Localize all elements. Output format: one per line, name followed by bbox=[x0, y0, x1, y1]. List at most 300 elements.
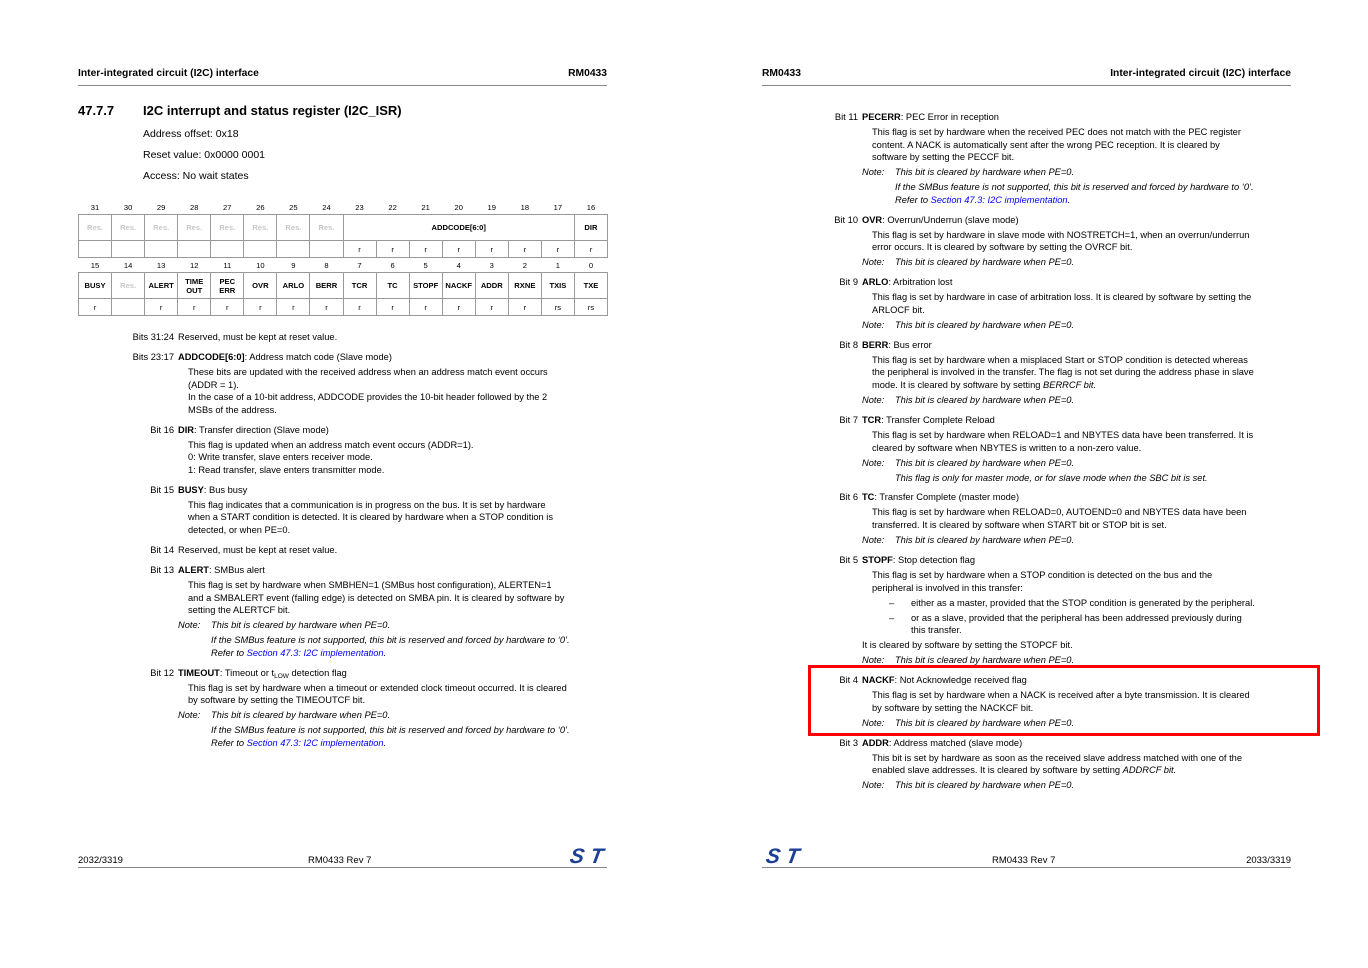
bit-title bbox=[0, 484, 684, 497]
section-link[interactable]: Section 47.3: I2C implementation bbox=[246, 647, 384, 658]
line-text: and a SMBALERT event (falling edge) is detected on SMBA pin. It is cleared by software by bbox=[188, 592, 565, 603]
text-line bbox=[684, 702, 1368, 715]
access-type-cell: r bbox=[541, 241, 574, 258]
field-cell: BERR bbox=[310, 273, 343, 299]
access-type-cell: rs bbox=[541, 299, 574, 316]
bit-description bbox=[684, 339, 1368, 407]
bit-number-cell: 16 bbox=[586, 202, 596, 212]
bit-field-desc: : Transfer Complete Reload bbox=[881, 414, 995, 425]
bit-field-name: NACKF bbox=[862, 675, 895, 686]
bit-field-desc: : Overrun/Underrun (slave mode) bbox=[882, 214, 1019, 225]
access-type-cell bbox=[178, 241, 211, 258]
bit-number-cell: 8 bbox=[324, 260, 329, 270]
bit-description bbox=[684, 737, 1368, 792]
access-type-cell bbox=[112, 241, 145, 258]
line-text: this transfer. bbox=[911, 625, 962, 636]
line-text: peripheral is involved in this transfer: bbox=[872, 582, 1023, 593]
bit-field-name: ADDCODE[6:0] bbox=[178, 351, 245, 362]
bit-field-name: STOPF bbox=[862, 555, 893, 566]
access-type-cell: r bbox=[442, 241, 475, 258]
bit-description bbox=[684, 414, 1368, 484]
bit-field-name: ARLO bbox=[862, 277, 889, 288]
line-text: This flag is set by hardware when RELOAD=1 and NBYTES data have been transferred. It is bbox=[872, 429, 1254, 440]
bit-number-cell: 27 bbox=[223, 202, 232, 212]
field-cell: TIME OUT bbox=[178, 273, 211, 299]
bit-field-desc: Reserved, must be kept at reset value. bbox=[178, 545, 338, 556]
text-line bbox=[0, 604, 684, 617]
bit-field-desc: : PEC Error in reception bbox=[900, 112, 999, 122]
text-line bbox=[684, 291, 1368, 304]
line-text: This bit is cleared by hardware when PE=0. bbox=[895, 319, 1075, 330]
bit-field-desc: : Bus error bbox=[888, 339, 932, 350]
bit-label: Bit 5 bbox=[839, 555, 858, 566]
line-text: setting the ALERTCF bit. bbox=[188, 605, 291, 616]
text-line bbox=[0, 451, 684, 464]
footer-doc: RM0433 Rev 7 bbox=[992, 855, 1056, 866]
bit-title bbox=[684, 111, 1368, 124]
bit-number-cell: 23 bbox=[355, 202, 364, 212]
field-cell: Res. bbox=[277, 215, 310, 241]
footer-rule bbox=[762, 867, 1291, 868]
field-cell: TXIS bbox=[541, 273, 574, 299]
field-cell: ALERT bbox=[145, 273, 178, 299]
text-line bbox=[684, 366, 1368, 379]
access-type-cell: r bbox=[277, 299, 310, 316]
text-line bbox=[0, 464, 684, 477]
note-label: Note: bbox=[862, 394, 885, 405]
note-line bbox=[684, 717, 1368, 730]
bit-label: Bit 3 bbox=[839, 737, 858, 748]
bit-title bbox=[0, 424, 684, 437]
bit-field-desc: Reserved, must be kept at reset value. bbox=[178, 332, 338, 342]
footer-doc: RM0433 Rev 7 bbox=[308, 855, 372, 866]
line-text: 1: Read transfer, slave enters transmitter mode. bbox=[188, 464, 385, 475]
line-text: . bbox=[383, 737, 387, 748]
header-doc: RM0433 bbox=[762, 68, 801, 79]
bit-field-desc: : Address match code (Slave mode) bbox=[244, 351, 392, 362]
bit-field-name: TC bbox=[862, 492, 875, 503]
bit-descriptions bbox=[0, 331, 684, 757]
line-text: These bits are updated with the received address when an address match event occurs bbox=[188, 366, 548, 377]
line-text: This bit is cleared by hardware when PE=0. bbox=[895, 457, 1075, 468]
access-info: Access: No wait states bbox=[143, 170, 249, 182]
bit-label: Bit 9 bbox=[839, 277, 858, 288]
section-title: I2C interrupt and status register (I2C_ISR) bbox=[143, 103, 402, 118]
line-text: or as a slave, provided that the peripheral has been addressed previously during bbox=[911, 612, 1242, 623]
register-map-table bbox=[78, 200, 608, 316]
line-text: by software by setting the NACKCF bit. bbox=[872, 702, 1034, 713]
bit-title bbox=[684, 491, 1368, 504]
note-line bbox=[684, 319, 1368, 332]
note-label: Note: bbox=[862, 319, 885, 330]
bit-number-cell: 21 bbox=[421, 202, 430, 212]
field-cell: STOPF bbox=[409, 273, 442, 299]
text-line bbox=[684, 194, 1368, 207]
line-text: This bit is set by hardware as soon as the received slave address matched with one of the bbox=[872, 752, 1243, 763]
bit-number-cell: 12 bbox=[189, 260, 199, 270]
line-text: (ADDR = 1). bbox=[188, 379, 239, 390]
access-type-cell: r bbox=[574, 241, 607, 258]
header-doc: RM0433 bbox=[568, 68, 607, 79]
bit-title bbox=[684, 339, 1368, 352]
access-type-cell: r bbox=[310, 299, 343, 316]
access-type-cell: r bbox=[376, 241, 409, 258]
bit-title bbox=[684, 554, 1368, 567]
svg-text:ST: ST bbox=[764, 845, 802, 868]
italic-text: ADDRCF bit. bbox=[1122, 765, 1177, 776]
line-text: mode. It is cleared by software by setting bbox=[872, 379, 1044, 390]
header-title: Inter-integrated circuit (I2C) interface bbox=[78, 68, 259, 79]
access-type-cell: r bbox=[475, 241, 508, 258]
bit-label: Bit 7 bbox=[839, 414, 858, 425]
line-text: It is cleared by software by setting the STOPCF bit. bbox=[862, 640, 1073, 651]
bit-field-name: OVR bbox=[862, 214, 883, 225]
bit-field-desc: : Arbitration lost bbox=[888, 277, 953, 288]
line-text: This bit is cleared by hardware when PE=0. bbox=[211, 710, 391, 721]
line-text: 0: Write transfer, slave enters receiver mode. bbox=[188, 452, 373, 463]
bit-label: Bits 31:24 bbox=[132, 332, 174, 342]
bit-field-desc: : SMBus alert bbox=[209, 565, 265, 576]
footer-page-number: 2032/3319 bbox=[78, 855, 123, 866]
bit-number-cell: 11 bbox=[223, 260, 232, 270]
line-text: This flag is set by hardware when RELOAD=0, AUTOEND=0 and NBYTES data have been bbox=[872, 507, 1247, 518]
bit-title bbox=[0, 667, 684, 680]
access-type-cell bbox=[79, 241, 112, 258]
bit-number-cell: 2 bbox=[522, 260, 527, 270]
text-line bbox=[684, 429, 1368, 442]
bit-description bbox=[0, 424, 684, 477]
note-line bbox=[684, 534, 1368, 547]
header-rule bbox=[762, 85, 1291, 86]
bit-number-cell: 6 bbox=[390, 260, 395, 270]
svg-text:ST: ST bbox=[568, 845, 606, 868]
line-text: Refer to bbox=[211, 647, 247, 658]
access-type-cell bbox=[244, 241, 277, 258]
access-type-cell: r bbox=[343, 299, 376, 316]
text-line bbox=[0, 379, 684, 392]
bit-label: Bit 16 bbox=[150, 424, 174, 435]
header-rule bbox=[78, 85, 607, 86]
access-type-cell: rs bbox=[574, 299, 607, 316]
note-line bbox=[0, 619, 684, 632]
bit-number-cell: 25 bbox=[289, 202, 298, 212]
field-cell: ADDCODE[6:0] bbox=[343, 215, 574, 241]
bit-field-name: PECERR bbox=[862, 112, 901, 122]
text-line bbox=[684, 379, 1368, 392]
field-cell: Res. bbox=[79, 215, 112, 241]
bit-number-cell: 14 bbox=[123, 260, 133, 270]
field-row bbox=[79, 273, 608, 299]
line-text: This bit is cleared by hardware when PE=0. bbox=[895, 780, 1075, 791]
line-text: by software by setting the TIMEOUTCF bit. bbox=[188, 695, 366, 706]
header-title: Inter-integrated circuit (I2C) interface bbox=[1110, 68, 1291, 79]
access-type-cell: r bbox=[475, 299, 508, 316]
st-logo-icon bbox=[766, 846, 802, 866]
bit-number-cell: 17 bbox=[553, 202, 563, 212]
note-line bbox=[684, 457, 1368, 470]
bit-field-name: ADDR bbox=[862, 737, 889, 748]
bit-field-desc: : Not Acknowledge received flag bbox=[894, 675, 1027, 686]
line-text: error occurs. It is cleared by software by setting the OVRCF bit. bbox=[872, 242, 1133, 253]
field-cell: Res. bbox=[310, 215, 343, 241]
line-text: . bbox=[383, 647, 387, 658]
line-text: This bit is cleared by hardware when PE=0. bbox=[211, 620, 391, 631]
access-type-cell: r bbox=[409, 241, 442, 258]
access-type-cell: r bbox=[79, 299, 112, 316]
line-text: when a START condition is detected. It is cleared by hardware when a STOP condition is bbox=[188, 512, 554, 523]
line-text: Refer to bbox=[895, 194, 931, 205]
address-offset: Address offset: 0x18 bbox=[143, 128, 239, 140]
bit-title bbox=[684, 414, 1368, 427]
text-line bbox=[0, 682, 684, 695]
note-label: Note: bbox=[178, 710, 201, 721]
bit-description bbox=[0, 351, 684, 416]
bit-field-name: BUSY bbox=[178, 484, 204, 495]
text-line bbox=[0, 579, 684, 592]
bit-field-desc: detection flag bbox=[288, 667, 347, 678]
line-text: This bit is cleared by hardware when PE=0. bbox=[895, 394, 1075, 405]
bit-description bbox=[684, 276, 1368, 331]
text-line bbox=[0, 694, 684, 707]
text-line bbox=[684, 139, 1368, 152]
text-line bbox=[0, 524, 684, 537]
access-type-cell: r bbox=[508, 299, 541, 316]
access-type-cell: r bbox=[244, 299, 277, 316]
access-type-cell bbox=[277, 241, 310, 258]
bit-number-cell: 7 bbox=[357, 260, 362, 270]
bit-field-desc: : Address matched (slave mode) bbox=[888, 737, 1023, 748]
bit-number-cell: 15 bbox=[90, 260, 100, 270]
bit-title bbox=[684, 276, 1368, 289]
bit-label: Bits 23:17 bbox=[132, 351, 174, 362]
bit-title bbox=[0, 544, 684, 557]
bit-label: Bit 14 bbox=[150, 545, 174, 556]
line-text: If the SMBus feature is not supported, this bit is reserved and forced by hardware to ‘0’. bbox=[211, 725, 570, 736]
text-line bbox=[684, 519, 1368, 532]
bit-description bbox=[684, 214, 1368, 269]
bit-field-desc: : Transfer Complete (master mode) bbox=[874, 492, 1020, 503]
bit-number-cell: 31 bbox=[90, 202, 100, 212]
bit-title bbox=[0, 351, 684, 364]
line-text: ARLOCF bit. bbox=[872, 304, 925, 315]
note-line bbox=[0, 709, 684, 722]
highlighted-bit-description bbox=[684, 674, 1368, 729]
bit-field-name: TCR bbox=[862, 414, 882, 425]
field-cell: PEC ERR bbox=[211, 273, 244, 299]
line-text: This flag is only for master mode, or for slave mode when the SBC bit is set. bbox=[895, 472, 1208, 483]
line-text: This flag is set by hardware when the received PEC does not match with the PEC register bbox=[872, 126, 1241, 137]
bit-description bbox=[684, 554, 1368, 667]
bullet-item bbox=[684, 597, 1368, 610]
bit-label: Bit 8 bbox=[839, 339, 858, 350]
text-line bbox=[0, 499, 684, 512]
access-type-cell: r bbox=[409, 299, 442, 316]
dash-bullet: – bbox=[889, 597, 895, 608]
line-text: This bit is cleared by hardware when PE=0. bbox=[895, 655, 1075, 666]
bit-number-cell: 0 bbox=[588, 260, 594, 270]
bit-number-cell: 1 bbox=[555, 260, 561, 270]
line-text: enabled slave addresses. It is cleared by software by setting bbox=[872, 765, 1123, 776]
text-line bbox=[0, 404, 684, 417]
line-text: cleared by software when NBYTES is written to a non-zero value. bbox=[872, 442, 1142, 453]
text-line bbox=[684, 442, 1368, 455]
text-line bbox=[684, 229, 1368, 242]
text-line bbox=[684, 689, 1368, 702]
text-line bbox=[684, 582, 1368, 595]
note-line bbox=[684, 256, 1368, 269]
access-type-cell: r bbox=[508, 241, 541, 258]
access-type-cell: r bbox=[376, 299, 409, 316]
text-line bbox=[684, 354, 1368, 367]
line-text: This bit is cleared by hardware when PE=0. bbox=[895, 535, 1075, 546]
text-line bbox=[0, 439, 684, 452]
field-cell: TXE bbox=[574, 273, 607, 299]
text-line bbox=[684, 151, 1368, 164]
access-type-cell bbox=[310, 241, 343, 258]
bit-description bbox=[684, 111, 1368, 206]
text-line bbox=[684, 304, 1368, 317]
field-cell: RXNE bbox=[508, 273, 541, 299]
line-text: If the SMBus feature is not supported, this bit is reserved and forced by hardware to ‘0’. bbox=[211, 635, 570, 646]
line-text: This flag is updated when an address match event occurs (ADDR=1). bbox=[188, 439, 474, 450]
access-type-cell: r bbox=[145, 299, 178, 316]
bit-field-desc: : Stop detection flag bbox=[892, 555, 976, 566]
line-text: This bit is cleared by hardware when PE=0. bbox=[895, 717, 1075, 728]
line-text: the peripheral is involved in the transfer. The flag is not set during the address phase in slave bbox=[872, 367, 1254, 378]
line-text: This bit is cleared by hardware when PE=0. bbox=[895, 167, 1075, 178]
access-type-cell: r bbox=[178, 299, 211, 316]
text-line bbox=[684, 472, 1368, 485]
bit-field-name: BERR bbox=[862, 339, 889, 350]
text-line bbox=[684, 624, 1368, 637]
text-line bbox=[0, 634, 684, 647]
access-type-row bbox=[79, 299, 608, 316]
bit-description bbox=[0, 544, 684, 557]
access-type-cell bbox=[112, 299, 145, 316]
line-text: This flag is set by hardware when a NACK is received after a byte transmission. It is cleared bbox=[872, 690, 1250, 701]
access-type-cell: r bbox=[211, 299, 244, 316]
subscript: LOW bbox=[274, 672, 289, 680]
bit-description bbox=[0, 484, 684, 537]
text-line bbox=[684, 639, 1368, 652]
access-type-cell bbox=[145, 241, 178, 258]
bit-title bbox=[684, 737, 1368, 750]
bit-number-cell: 24 bbox=[322, 202, 331, 212]
bit-field-name: DIR bbox=[178, 424, 195, 435]
text-line bbox=[684, 181, 1368, 194]
note-label: Note: bbox=[862, 167, 885, 178]
field-cell: DIR bbox=[574, 215, 607, 241]
reset-value: Reset value: 0x0000 0001 bbox=[143, 149, 266, 161]
text-line bbox=[684, 241, 1368, 254]
line-text: This flag is set by hardware when a misplaced Start or STOP condition is detected whereas bbox=[872, 354, 1248, 365]
field-cell: BUSY bbox=[79, 273, 112, 299]
section-link[interactable]: Section 47.3: I2C implementation bbox=[246, 737, 384, 748]
note-label: Note: bbox=[862, 457, 885, 468]
line-text: software by setting the PECCF bit. bbox=[872, 152, 1015, 163]
bit-label: Bit 13 bbox=[150, 565, 174, 576]
bit-number-cell: 26 bbox=[256, 202, 265, 212]
field-cell: Res. bbox=[112, 273, 145, 299]
line-text: In the case of a 10-bit address, ADDCODE provides the 10-bit header followed by the 2 bbox=[188, 392, 548, 403]
field-cell: OVR bbox=[244, 273, 277, 299]
note-label: Note: bbox=[862, 257, 885, 268]
line-text: This flag is set by hardware in slave mode with NOSTRETCH=1, when an overrun/underrun bbox=[872, 229, 1250, 240]
text-line bbox=[0, 647, 684, 660]
text-line bbox=[684, 569, 1368, 582]
text-line bbox=[0, 724, 684, 737]
line-text: Refer to bbox=[211, 737, 247, 748]
field-cell: ARLO bbox=[277, 273, 310, 299]
bit-label: Bit 11 bbox=[834, 112, 858, 122]
field-cell: Res. bbox=[178, 215, 211, 241]
bit-description bbox=[0, 667, 684, 750]
bit-number-cell: 22 bbox=[388, 202, 397, 212]
footer-page-number: 2033/3319 bbox=[1246, 855, 1291, 866]
field-row bbox=[79, 215, 608, 241]
bit-number-cell: 29 bbox=[156, 202, 166, 212]
bit-field-desc: : Transfer direction (Slave mode) bbox=[194, 424, 329, 435]
bit-field-name: ALERT bbox=[178, 565, 209, 576]
bit-title bbox=[684, 674, 1368, 687]
bullet-item bbox=[684, 612, 1368, 625]
line-text: transferred. It is cleared by software when START bit or STOP bit is set. bbox=[872, 520, 1167, 531]
line-text: This flag is set by hardware in case of arbitration loss. It is cleared by software by setting the bbox=[872, 292, 1252, 303]
note-line bbox=[684, 779, 1368, 792]
bit-number-cell: 18 bbox=[520, 202, 530, 212]
text-line bbox=[684, 764, 1368, 777]
access-type-row bbox=[79, 241, 608, 258]
line-text: either as a master, provided that the STOP condition is generated by the peripheral. bbox=[911, 597, 1255, 608]
note-label: Note: bbox=[862, 717, 885, 728]
bit-field-desc: : Timeout or t bbox=[219, 667, 275, 678]
bit-number-cell: 10 bbox=[256, 260, 265, 270]
note-label: Note: bbox=[862, 535, 885, 546]
line-text: This flag is set by hardware when SMBHEN=1 (SMBus host configuration), ALERTEN=1 bbox=[188, 580, 552, 591]
access-type-cell: r bbox=[442, 299, 475, 316]
note-label: Note: bbox=[178, 620, 201, 631]
line-text: This flag indicates that a communication is in progress on the bus. It is set by hardware bbox=[188, 499, 546, 510]
bit-field-name: TIMEOUT bbox=[178, 667, 220, 678]
note-line bbox=[684, 166, 1368, 179]
bit-number-cell: 30 bbox=[123, 202, 133, 212]
line-text: This flag is set by hardware when a STOP condition is detected on the bus and the bbox=[872, 570, 1213, 581]
bit-description bbox=[0, 564, 684, 659]
bit-number-cell: 20 bbox=[454, 202, 463, 212]
bit-label: Bit 4 bbox=[839, 675, 858, 686]
footer-rule bbox=[78, 867, 607, 868]
bit-number-cell: 19 bbox=[487, 202, 496, 212]
bit-number-cell: 4 bbox=[456, 260, 461, 270]
bit-label: Bit 6 bbox=[839, 492, 858, 503]
field-cell: NACKF bbox=[442, 273, 475, 299]
text-line bbox=[684, 752, 1368, 765]
bit-number-row bbox=[79, 258, 608, 273]
line-text: detected, or when PE=0. bbox=[188, 525, 291, 536]
text-line bbox=[0, 366, 684, 379]
section-number: 47.7.7 bbox=[78, 103, 115, 118]
bit-number-row bbox=[79, 200, 608, 215]
bit-descriptions bbox=[684, 111, 1368, 799]
field-cell: Res. bbox=[112, 215, 145, 241]
bit-number-cell: 5 bbox=[423, 260, 428, 270]
italic-text: BERRCF bit. bbox=[1043, 379, 1097, 390]
right-page bbox=[684, 0, 1368, 968]
line-text: content. A NACK is automatically sent after the wrong PEC reception. It is cleared by bbox=[872, 139, 1220, 150]
bit-title bbox=[684, 214, 1368, 227]
section-link[interactable]: Section 47.3: I2C implementation bbox=[930, 194, 1068, 205]
bit-title bbox=[0, 331, 684, 344]
